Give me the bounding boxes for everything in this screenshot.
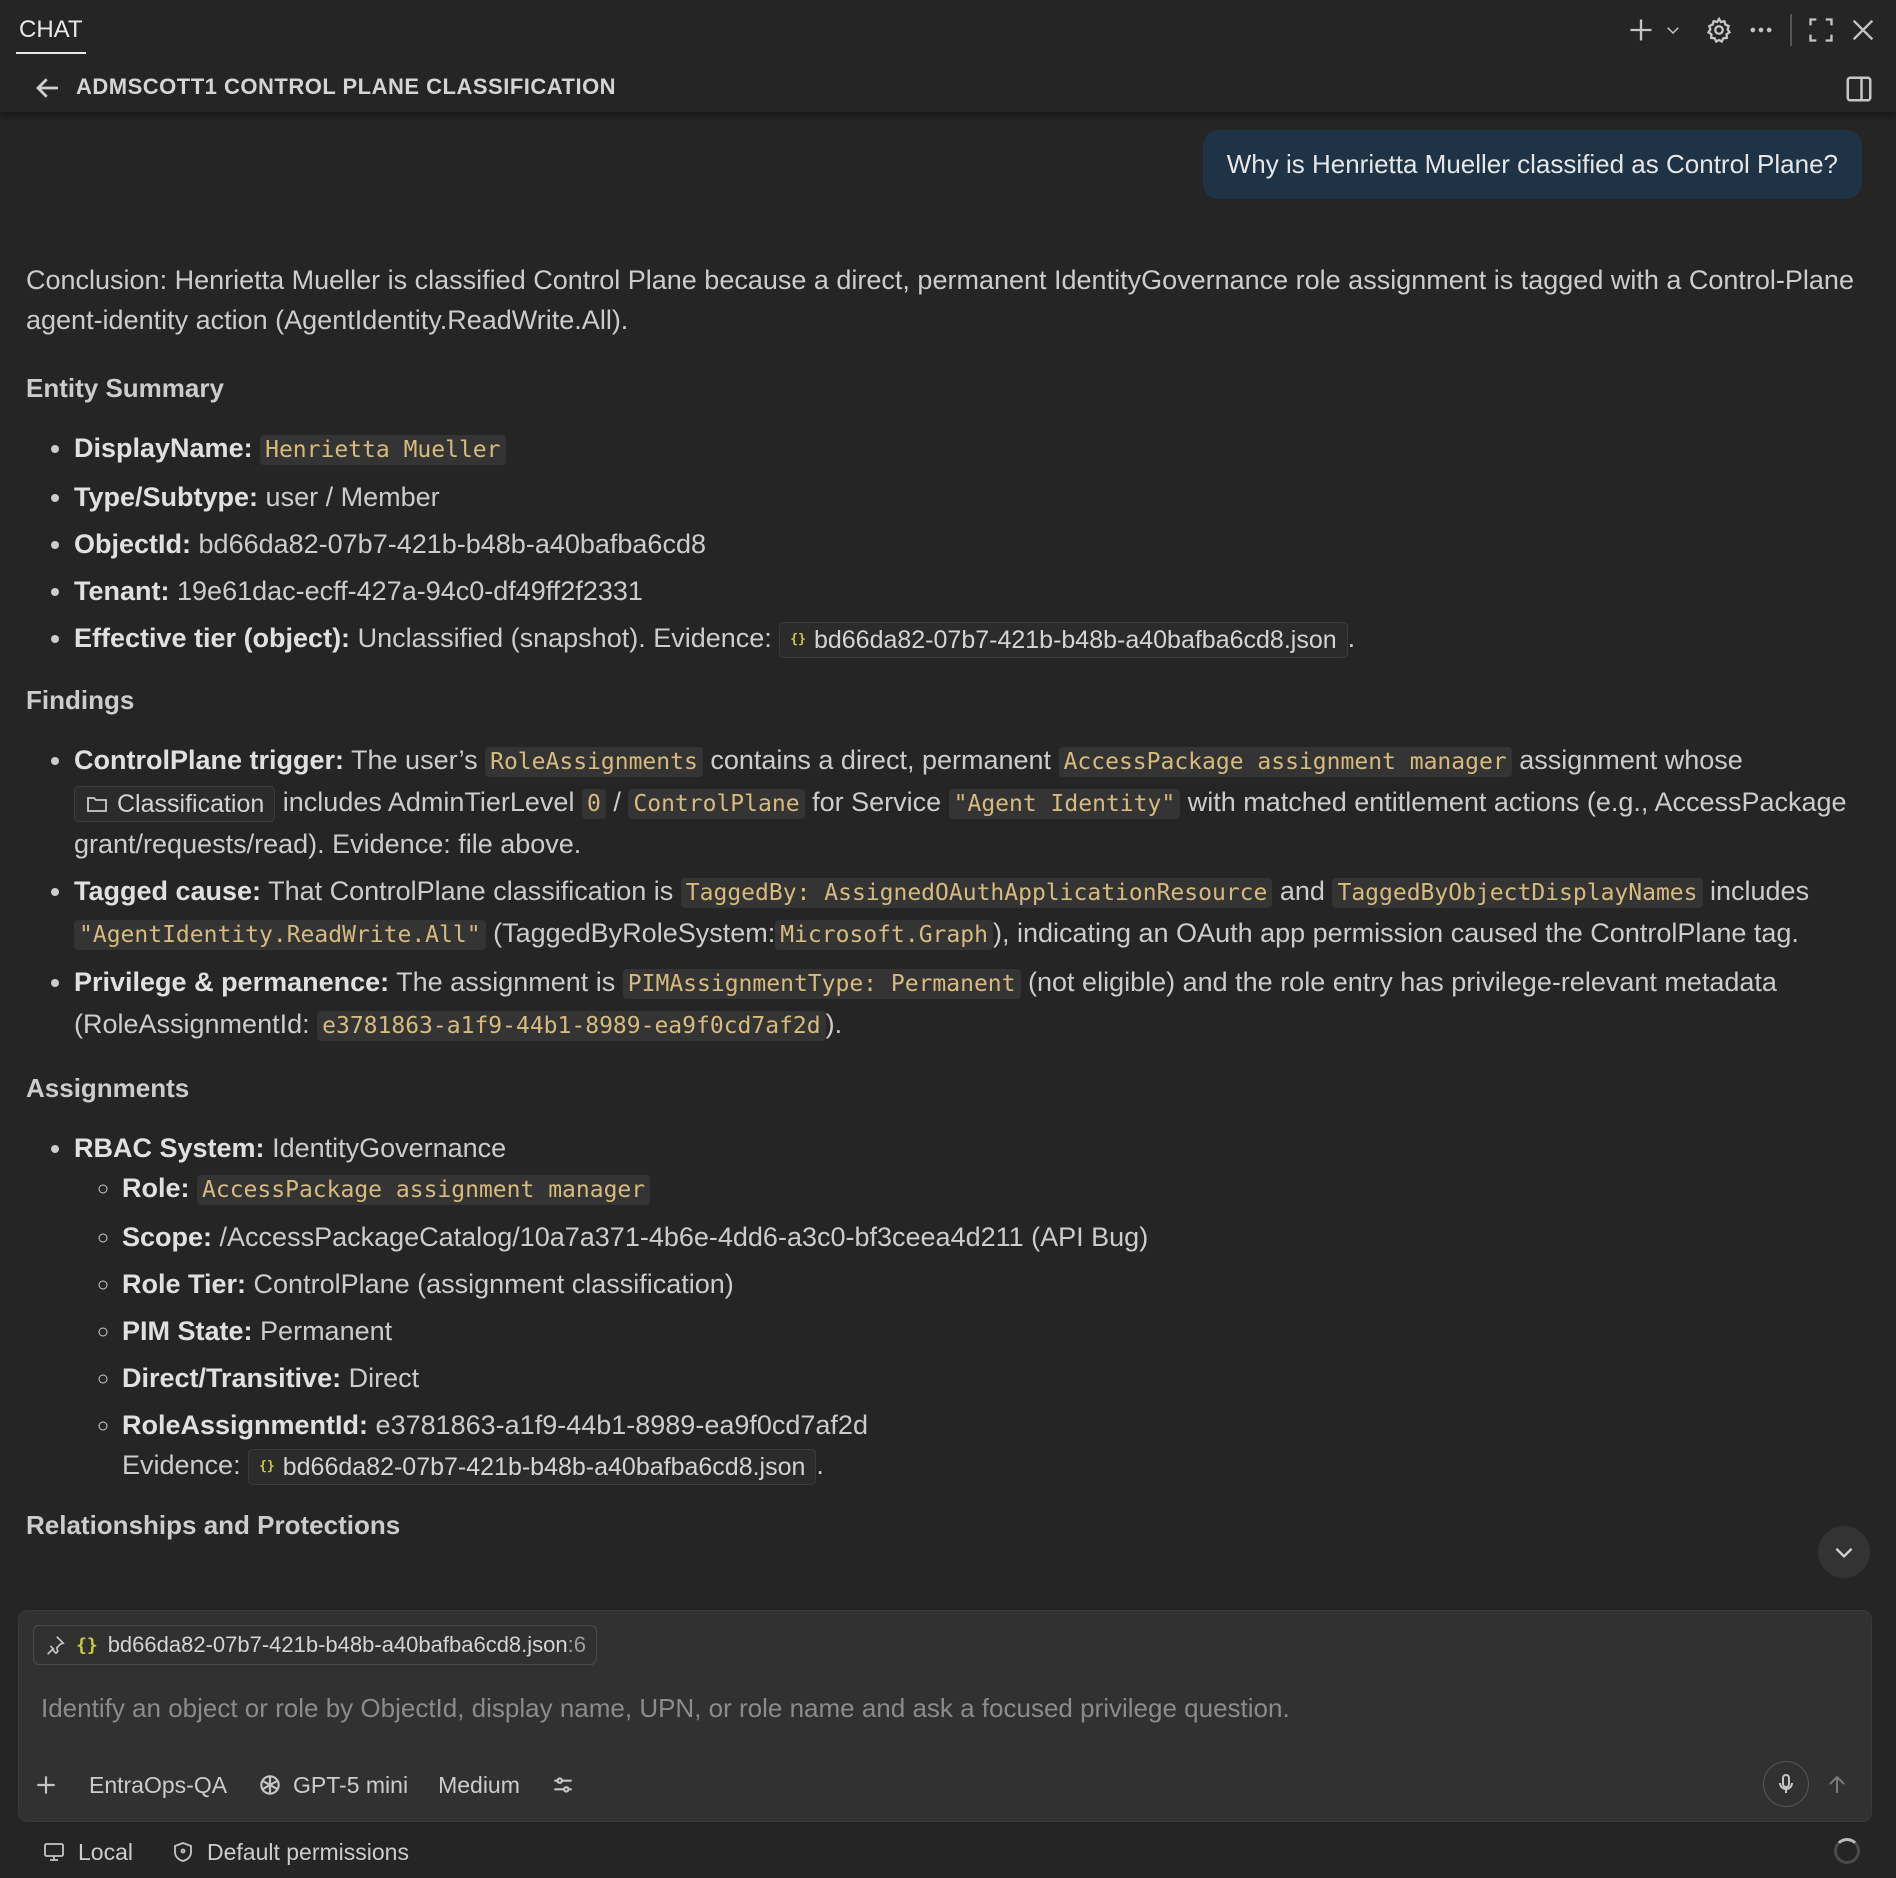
assistant-response — [26, 260, 1866, 1565]
inline-code: PIMAssignmentType: Permanent — [623, 969, 1021, 999]
permissions-label: Default permissions — [206, 1838, 409, 1865]
close-icon[interactable] — [1842, 10, 1884, 50]
item-value: Permanent — [260, 1316, 393, 1346]
top-bar — [0, 0, 1896, 62]
inline-code: RoleAssignments — [485, 747, 703, 777]
assignments-list — [26, 1128, 1866, 1485]
chat-input[interactable] — [39, 1687, 1843, 1729]
classification-reference-link[interactable] — [74, 786, 275, 822]
list-item — [74, 740, 1866, 864]
item-value: bd66da82-07b7-421b-b48b-a40bafba6cd8 — [198, 529, 706, 559]
inline-code: TaggedByObjectDisplayNames — [1332, 878, 1702, 908]
conclusion-text: Conclusion: Henrietta Mueller is classified Control Plane because a direct, permanent IdentityGovernance role assignment is tagged with a Control-Plane agent-identity action (AgentIdentity.ReadWrite.All). — [26, 265, 1854, 335]
item-label: Scope: — [122, 1222, 213, 1252]
user-message: Why is Henrietta Mueller classified as Control Plane? — [1203, 130, 1862, 199]
model-selector[interactable] — [257, 1772, 408, 1799]
input-toolbar — [33, 1763, 576, 1807]
list-item — [74, 524, 1866, 564]
json-file-icon: {} — [259, 1458, 275, 1474]
inline-code: 0 — [582, 789, 606, 819]
item-value: e3781863-a1f9-44b1-8989-ea9f0cd7af2d — [375, 1410, 868, 1440]
inline-code: Microsoft.Graph — [775, 920, 993, 950]
location-selector[interactable] — [42, 1839, 133, 1866]
conversation-title: ADMSCOTT1 CONTROL PLANE CLASSIFICATION — [76, 74, 617, 99]
item-label: Role Tier: — [122, 1269, 247, 1299]
conversation-header — [0, 62, 1896, 113]
sliders-icon — [550, 1772, 576, 1798]
list-item — [122, 1168, 1866, 1210]
back-arrow-icon[interactable] — [30, 72, 66, 104]
microphone-button[interactable] — [1763, 1761, 1809, 1807]
item-text: includes AdminTierLevel — [282, 787, 575, 817]
scroll-to-bottom-button[interactable] — [1818, 1526, 1870, 1578]
microphone-icon — [1774, 1772, 1798, 1796]
item-label: ObjectId: — [74, 529, 192, 559]
item-text: includes — [1710, 876, 1810, 906]
status-bar — [0, 1830, 1896, 1874]
item-label: Type/Subtype: — [74, 482, 259, 512]
item-label: Role: — [122, 1173, 190, 1203]
item-value: IdentityGovernance — [272, 1133, 507, 1163]
toolbar-divider — [1790, 14, 1792, 46]
item-text: (not eligible) and the role entry has privilege-relevant metadata (RoleAssignmentId: — [74, 967, 1777, 1039]
reasoning-selector[interactable] — [438, 1772, 520, 1799]
agent-selector[interactable] — [89, 1772, 227, 1799]
item-text: with matched entitlement actions (e.g., AccessPackage grant/requests/read). Evidence: file above. — [74, 787, 1847, 859]
folder-icon — [85, 792, 109, 816]
list-item — [122, 1405, 1866, 1485]
context-attachment[interactable] — [33, 1625, 597, 1665]
inline-code: e3781863-a1f9-44b1-8989-ea9f0cd7af2d — [317, 1011, 826, 1041]
item-label: Tagged cause: — [74, 876, 262, 906]
chevron-down-icon[interactable] — [1662, 10, 1684, 50]
item-text: The user’s — [351, 745, 478, 775]
item-text: That ControlPlane classification is — [268, 876, 674, 906]
loading-spinner-icon — [1834, 1838, 1860, 1864]
monitor-icon — [42, 1840, 66, 1864]
list-item — [74, 428, 1866, 470]
file-reference-name: bd66da82-07b7-421b-b48b-a40bafba6cd8.json — [813, 625, 1337, 654]
chevron-down-icon — [1831, 1539, 1857, 1565]
list-item — [74, 477, 1866, 517]
punctuation: . — [816, 1450, 824, 1480]
item-label: DisplayName: — [74, 433, 253, 463]
tab-chat[interactable]: CHAT — [16, 8, 86, 54]
item-value: 19e61dac-ecff-427a-94c0-df49ff2f2331 — [177, 576, 643, 606]
reference-name: Classification — [117, 789, 265, 818]
item-text: / — [613, 787, 621, 817]
inline-code: "AgentIdentity.ReadWrite.All" — [74, 920, 486, 950]
item-label: ControlPlane trigger: — [74, 745, 345, 775]
item-text: ), indicating an OAuth app permission caused the ControlPlane tag. — [992, 918, 1799, 948]
item-label: Effective tier (object): — [74, 623, 351, 653]
item-label: PIM State: — [122, 1316, 253, 1346]
model-icon — [257, 1772, 283, 1798]
list-item — [122, 1264, 1866, 1304]
findings-heading: Findings — [26, 685, 135, 715]
top-actions — [1620, 10, 1884, 50]
model-label: GPT-5 mini — [293, 1771, 409, 1798]
file-reference-link[interactable] — [779, 622, 1347, 658]
item-value: /AccessPackageCatalog/10a7a371-4b6e-4dd6-a3c0-bf3ceea4d211 (API Bug) — [219, 1222, 1149, 1252]
item-text: ). — [825, 1009, 843, 1039]
plus-icon — [33, 1772, 59, 1798]
attachment-name: bd66da82-07b7-421b-b48b-a40bafba6cd8.json — [107, 1632, 568, 1657]
entity-summary-list — [26, 428, 1866, 658]
arrow-up-icon — [1825, 1773, 1849, 1797]
maximize-icon[interactable] — [1800, 10, 1842, 50]
item-value: user / Member — [265, 482, 440, 512]
new-chat-icon[interactable] — [1620, 10, 1662, 50]
toggle-panel-icon[interactable] — [1842, 72, 1876, 106]
add-context-button[interactable] — [33, 1772, 59, 1798]
json-file-icon: {} — [790, 631, 806, 647]
relationships-heading: Relationships and Protections — [26, 1510, 401, 1540]
inline-code: AccessPackage assignment manager — [197, 1175, 650, 1205]
item-text: contains a direct, permanent — [710, 745, 1052, 775]
json-file-icon: {} — [76, 1634, 98, 1656]
inline-code: TaggedBy: AssignedOAuthApplicationResource — [681, 878, 1273, 908]
list-item — [74, 1128, 1866, 1485]
file-reference-name: bd66da82-07b7-421b-b48b-a40bafba6cd8.json — [282, 1452, 806, 1481]
item-text: assignment whose — [1519, 745, 1743, 775]
settings-sliders-button[interactable] — [550, 1772, 576, 1798]
inline-code: Henrietta Mueller — [260, 435, 505, 465]
chat-input-box — [18, 1610, 1872, 1822]
more-icon[interactable] — [1740, 10, 1782, 50]
item-label: RoleAssignmentId: — [122, 1410, 369, 1440]
punctuation: . — [1347, 623, 1356, 653]
list-item — [74, 618, 1866, 658]
assignments-heading: Assignments — [26, 1073, 190, 1103]
item-text: for Service — [812, 787, 942, 817]
list-item — [122, 1311, 1866, 1351]
item-value: Unclassified (snapshot). Evidence: — [357, 623, 772, 653]
gear-icon[interactable] — [1698, 10, 1740, 50]
item-value: Direct — [348, 1363, 420, 1393]
item-label: Tenant: — [74, 576, 170, 606]
reasoning-label: Medium — [438, 1771, 520, 1798]
permissions-selector[interactable] — [171, 1839, 409, 1866]
attachment-line: :6 — [567, 1632, 586, 1657]
item-label: Direct/Transitive: — [122, 1363, 342, 1393]
item-text: The assignment is — [396, 967, 616, 997]
item-text: and — [1279, 876, 1325, 906]
list-item — [122, 1358, 1866, 1398]
assignment-details-list — [74, 1168, 1866, 1485]
pin-icon[interactable] — [44, 1634, 66, 1656]
entity-summary-heading: Entity Summary — [26, 373, 224, 403]
item-label: Privilege & permanence: — [74, 967, 390, 997]
inline-code: ControlPlane — [628, 789, 804, 819]
item-text: (TaggedByRoleSystem: — [493, 918, 776, 948]
findings-list — [26, 740, 1866, 1046]
item-label: RBAC System: — [74, 1133, 265, 1163]
send-button[interactable] — [1815, 1763, 1859, 1807]
inline-code: "Agent Identity" — [949, 789, 1181, 819]
file-reference-link[interactable] — [248, 1449, 816, 1485]
agent-label: EntraOps-QA — [89, 1771, 228, 1798]
list-item — [74, 962, 1866, 1046]
inline-code: AccessPackage assignment manager — [1059, 747, 1512, 777]
list-item — [122, 1217, 1866, 1257]
shield-icon — [171, 1840, 195, 1864]
list-item — [74, 571, 1866, 611]
evidence-label: Evidence: — [122, 1450, 241, 1480]
location-label: Local — [78, 1838, 133, 1865]
item-value: ControlPlane (assignment classification) — [253, 1269, 734, 1299]
list-item — [74, 871, 1866, 955]
